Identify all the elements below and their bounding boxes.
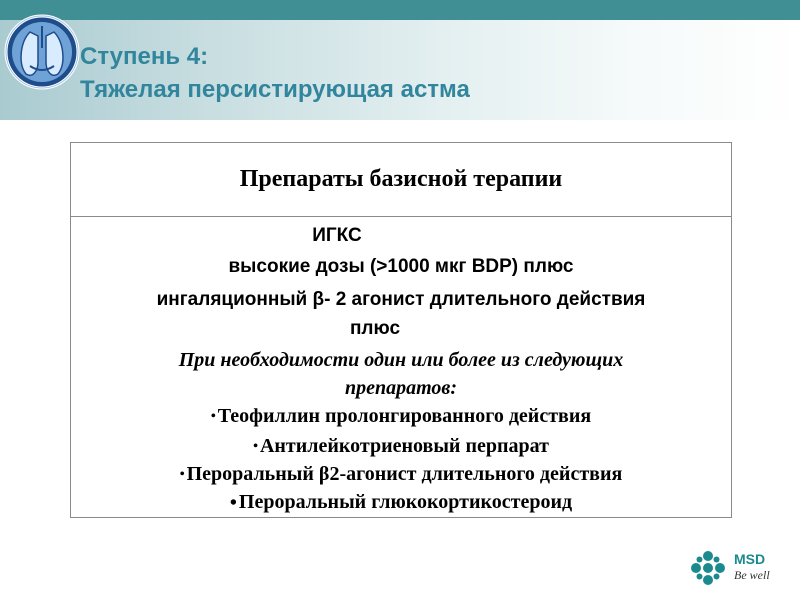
bullet-icon: • xyxy=(210,409,216,425)
title-line-1: Ступень 4: xyxy=(80,43,209,70)
msd-logo xyxy=(688,548,788,588)
list-item-oral-steroid xyxy=(71,491,731,515)
title-line-2: Тяжелая персистирующая астма xyxy=(80,76,470,103)
slide-title xyxy=(80,40,470,106)
msd-name: MSD xyxy=(734,551,766,567)
table-body xyxy=(71,217,731,517)
list-item-label: Антилейкотриеновый перпарат xyxy=(259,435,549,457)
therapy-table xyxy=(70,142,732,518)
table-header: Препараты базисной терапии xyxy=(71,143,731,217)
line-igks: ИГКС xyxy=(312,225,362,246)
list-item-theophylline xyxy=(71,405,731,428)
line-plus: плюс xyxy=(349,318,401,339)
line-preparations: препаратов: xyxy=(344,377,457,399)
list-item-label: Пероральный β2-агонист длительного действия xyxy=(186,463,623,485)
list-item-oral-agonist xyxy=(71,463,731,486)
lungs-globe-icon xyxy=(0,2,92,102)
list-item-label: Теофиллин пролонгированного действия xyxy=(217,405,592,427)
list-item-antileukotriene xyxy=(71,435,731,458)
bullet-icon: • xyxy=(253,439,258,455)
bullet-icon: • xyxy=(229,491,237,514)
list-item-label: Пероральный глюкокортикостероид xyxy=(238,491,573,513)
line-if-needed: При необходимости один или более из следующих xyxy=(178,349,624,371)
msd-cross-icon xyxy=(688,548,728,588)
line-inhaled-agonist: ингаляционный β- 2 агонист длительного действия xyxy=(156,289,646,310)
msd-tagline: Be well xyxy=(734,568,770,582)
bullet-icon: • xyxy=(179,467,185,483)
top-band xyxy=(0,0,800,20)
line-high-doses: высокие дозы (>1000 мкг BDP) плюс xyxy=(228,256,574,277)
